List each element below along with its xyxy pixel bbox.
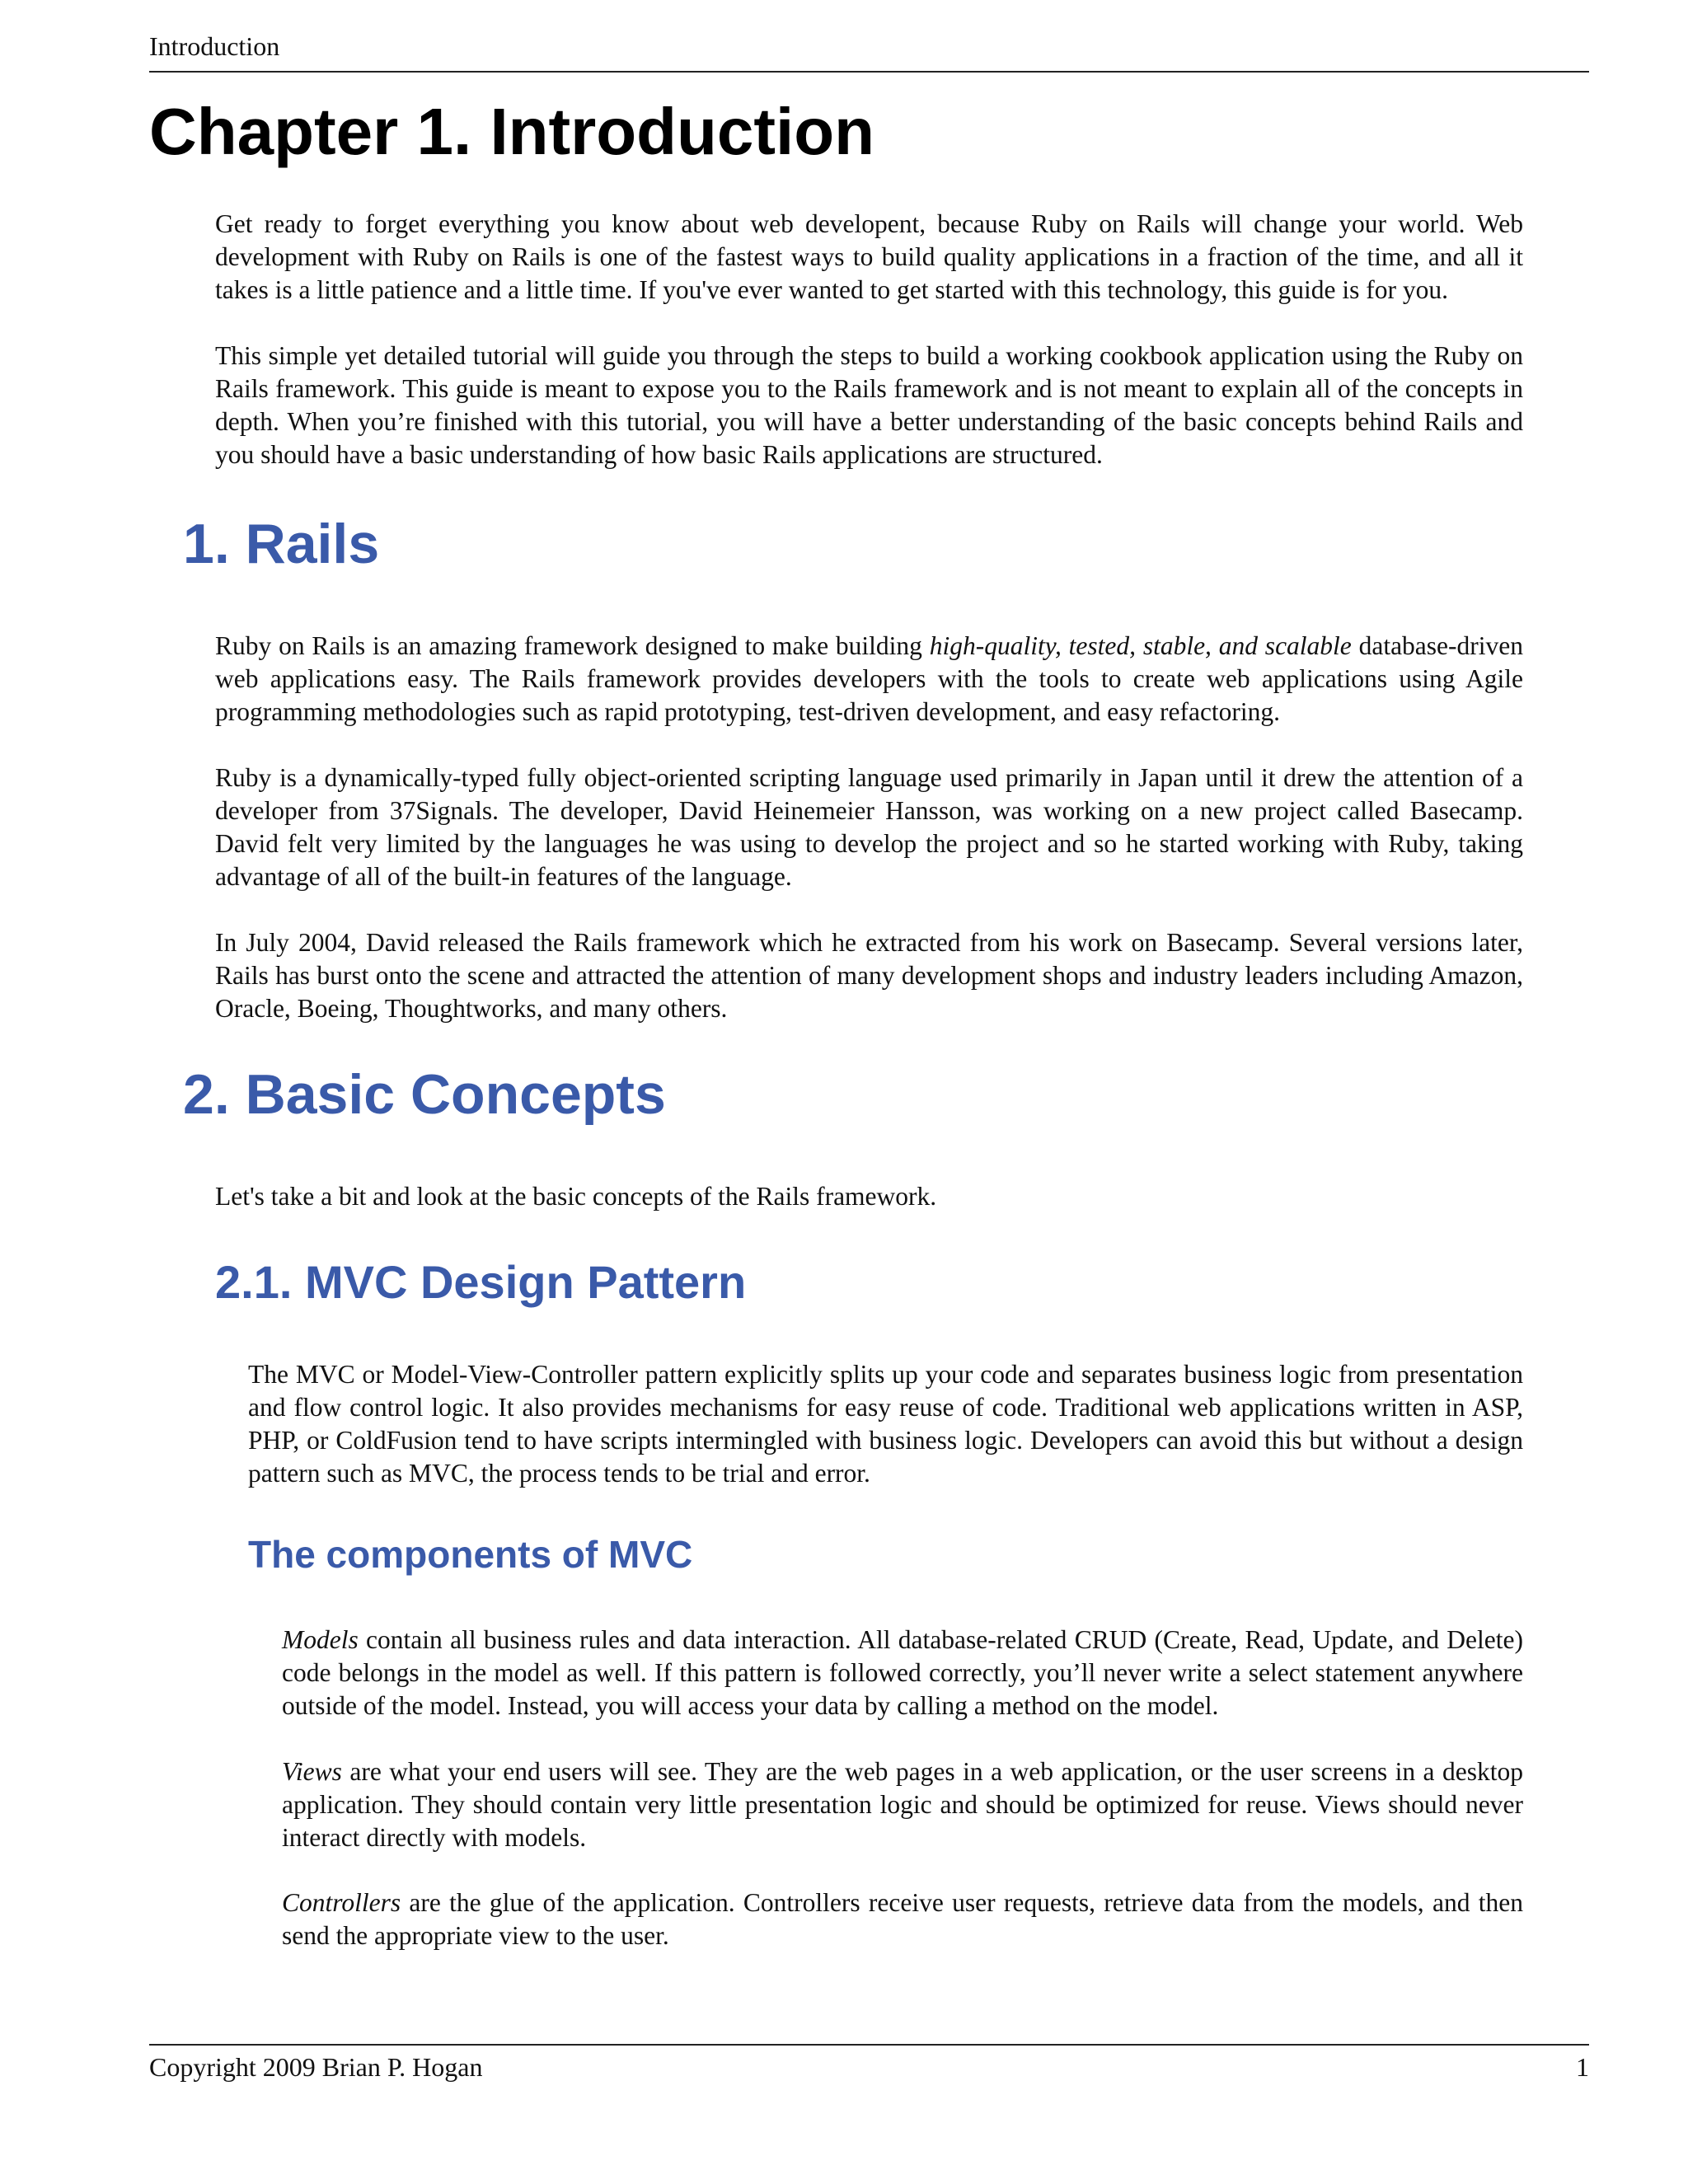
footer-copyright: Copyright 2009 Brian P. Hogan [149,2052,483,2082]
rails-p1-emphasis: high-quality, tested, stable, and scalable [929,631,1352,660]
section-heading-basic-concepts: 2. Basic Concepts [183,1063,666,1126]
footer-rule [149,2044,1589,2046]
views-paragraph [282,1755,1523,1854]
views-term: Views [282,1757,342,1786]
mvc-paragraph-1: The MVC or Model-View-Controller pattern explicitly splits up your code and separates business logic from presentation and flow control logic. It also provides mechanisms for easy reuse of code. Traditional web applications written in ASP, PHP, or ColdFusion tend to have scripts intermingled with business logic. Developers can avoid this but without a design pattern such as MVC, the process tends to be trial and error. [248,1360,1523,1488]
page-number: 1 [1576,2052,1589,2082]
chapter-title: Chapter 1. Introduction [149,95,874,168]
section-heading-mvc-design-pattern: 2.1. MVC Design Pattern [215,1256,747,1308]
rails-paragraph-2: Ruby is a dynamically-typed fully object-oriented scripting language used primarily in Japan until it drew the attention of a developer from 37Signals. The developer, David Heinemeier Hansson, was working on a new project called Basecamp. David felt very limited by the languages he was using to develop the project and so he started working with Ruby, taking advantage of all of the built-in features of the language. [215,763,1523,891]
controllers-paragraph [282,1886,1523,1952]
header-rule [149,71,1589,73]
controllers-term: Controllers [282,1888,401,1917]
models-description: contain all business rules and data interaction. All database-related CRUD (Create, Read, Update, and Delete) code belongs in the model as well. If this pattern is followed correctly, you’ll never write a select statement anywhere outside of the model. Instead, you will access your data by calling a method on the model. [282,1625,1523,1720]
intro-paragraph-2: This simple yet detailed tutorial will guide you through the steps to build a working cookbook application using the Ruby on Rails framework. This guide is meant to expose you to the Rails framework and is not meant to explain all of the concepts in depth. When you’re finished with this tutorial, you will have a better understanding of the basic concepts behind Rails and you should have a basic understanding of how basic Rails applications are structured. [215,341,1523,469]
models-term: Models [282,1625,359,1654]
section-heading-components-of-mvc: The components of MVC [248,1533,693,1576]
models-paragraph [282,1624,1523,1722]
controllers-description: are the glue of the application. Controllers receive user requests, retrieve data from the models, and then send the appropriate view to the user. [282,1888,1523,1950]
running-header: Introduction [149,31,280,61]
views-description: are what your end users will see. They are the web pages in a web application, or the user screens in a desktop application. They should contain very little presentation logic and should be optimized for reuse. Views should never interact directly with models. [282,1757,1523,1852]
rails-paragraph-1 [215,630,1523,729]
rails-p1-text-end: database-driven web applications easy. The Rails framework provides developers with the tools to create web applications using Agile programming methodologies such as rapid prototyping, test-driven development, and easy refactoring. [215,631,1523,726]
intro-paragraph-1: Get ready to forget everything you know about web developent, because Ruby on Rails will change your world. Web development with Ruby on Rails is one of the fastest ways to build quality applications in a fraction of the time, and all it takes is a little patience and a little time. If you've ever wanted to get started with this technology, this guide is for you. [215,209,1523,304]
rails-paragraph-3: In July 2004, David released the Rails framework which he extracted from his work on Basecamp. Several versions later, Rails has burst onto the scene and attracted the attention of many development shops and industry leaders including Amazon, Oracle, Boeing, Thoughtworks, and many others. [215,928,1523,1023]
section-heading-rails: 1. Rails [183,513,380,575]
rails-p1-text-start: Ruby on Rails is an amazing framework designed to make building [215,631,930,660]
concepts-paragraph-1: Let's take a bit and look at the basic concepts of the Rails framework. [215,1182,937,1211]
